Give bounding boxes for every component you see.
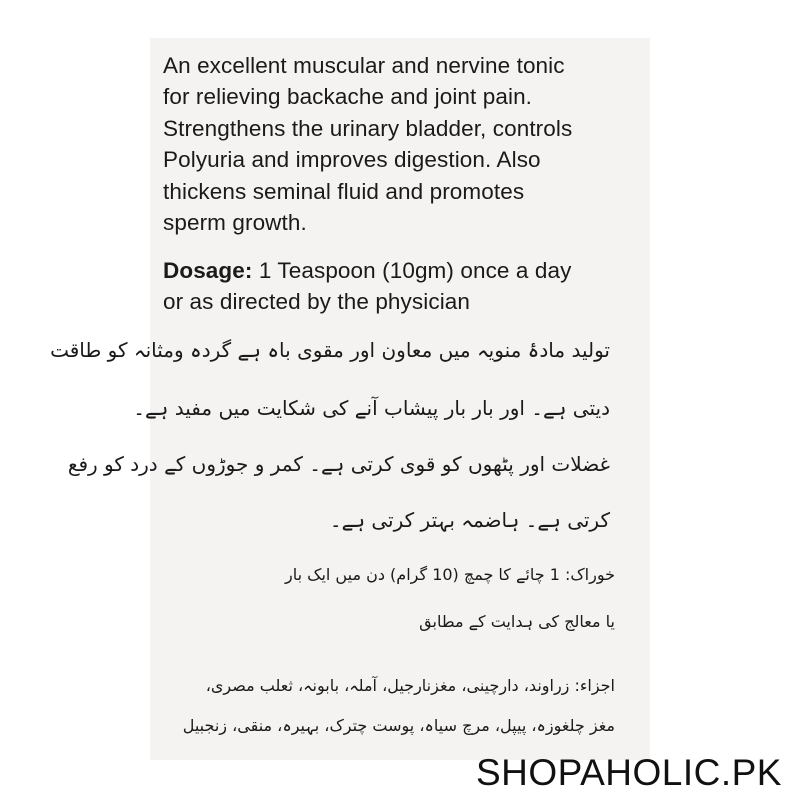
- urdu-description-line: تولید مادۂ منویہ میں معاون اور مقوی باہ ہے گردہ ومثانہ کو طاقت: [50, 338, 610, 362]
- description-line: An excellent muscular and nervine tonic: [163, 53, 565, 78]
- urdu-dosage-line: یا معالج کی ہدایت کے مطابق: [419, 612, 615, 631]
- dosage-line-1: [163, 255, 643, 286]
- description-line: thickens seminal fluid and promotes: [163, 178, 525, 204]
- product-description: [163, 50, 643, 238]
- urdu-description-line: دیتی ہے۔ اور بار بار پیشاب آنے کی شکایت میں مفید ہے۔: [133, 396, 610, 420]
- dosage-value: 1 Teaspoon (10gm) once a day: [252, 258, 572, 283]
- dosage-section: [163, 255, 643, 318]
- dosage-line-2: or as directed by the physician: [163, 289, 471, 315]
- urdu-description-line: غضلات اور پٹھوں کو قوی کرتی ہے۔ کمر و جوڑوں کے درد کو رفع: [67, 452, 610, 476]
- brand-watermark: SHOPAHOLIC.PK: [475, 752, 782, 793]
- urdu-ingredients-line: اجزاء: زراوند، دارچینی، مغزنارجیل، آملہ، بابونہ، ثعلب مصری،: [205, 676, 615, 695]
- urdu-dosage-line: خوراک: 1 چائے کا چمچ (10 گرام) دن میں ایک بار: [284, 565, 615, 584]
- description-line: for relieving backache and joint pain.: [163, 84, 533, 110]
- urdu-description-line: کرتی ہے۔ ہاضمہ بہتر کرتی ہے۔: [329, 508, 610, 532]
- description-line: sperm growth.: [163, 210, 307, 236]
- dosage-label: Dosage:: [163, 258, 253, 283]
- description-line: Strengthens the urinary bladder, controls: [163, 115, 573, 141]
- description-line: Polyuria and improves digestion. Also: [163, 147, 541, 173]
- urdu-ingredients-line: مغز چلغوزہ، پیپل، مرچ سیاہ، پوست چترک، بہیرہ، منقی، زنجبیل: [182, 716, 615, 735]
